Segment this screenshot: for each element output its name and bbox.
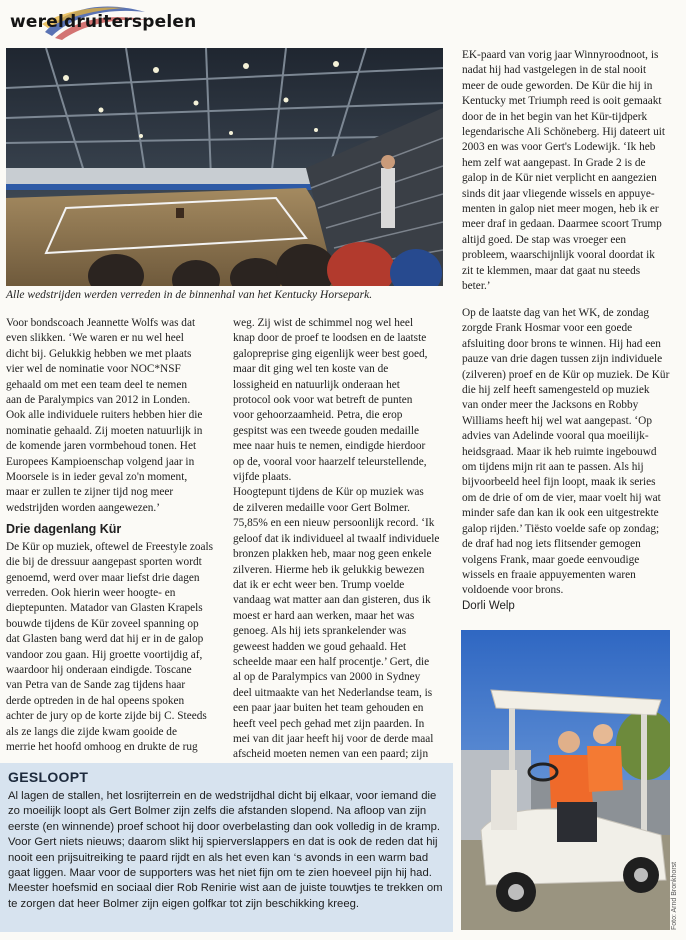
author-signature: Dorli Welp — [462, 600, 515, 612]
photo-credit: Foto: Arnd Bronkhorst — [671, 861, 678, 930]
column-1-paragraph-1: Voor bondscoach Jeannette Wolfs was dat even slikken. ‘We waren er nu wel heel dicht bij. Gelukkig hebben we met plaats vier wel de nominatie voor NOC*NSF gehaald om met een team deel te nemen aan de Paralympics van 2012 in Londen. Ook alle individuele ruiters hebben hier die nominatie gehaald. Zij moeten natuurlijk in de komende jaren vormbehoud tonen. Het Europees Kampioenschap volgend jaar in Moorsele is in ieder geval zo'n moment, maar er zullen te zijner tijd nog meer wedstrijden worden aangewezen.’ — [6, 317, 203, 514]
sidebar-box-text: Al lagen de stallen, het losrijterrein en de wedstrijdhal dicht bij elkaar, voor iemand die zo moeilijk loopt als Gert Bolmer zijn zelfs die afstanden slopend. Na afloop van zijn eerste (en winnende) proef schoot hij door overbelasting dan ook volledig in de kramp. Voor Gert niets nieuws; daarom slikt hij spierverslappers en dat is ook de reden dat hij nooit een prijsuitreiking te paard rijdt en als het even kan ‘s avonds in een warm bad gaat liggen. Maar voor de supporters was het niet fijn om te zien hoeveel pijn hij had. Meester hoefsmid en sociaal dier Rob Renirie wist aan de juiste touwtjes te trekken om te zorgen dat heer Bolmer zijn eigen golfkar tot zijn beschikking kreeg. — [8, 790, 443, 910]
article-column-2 — [233, 316, 448, 763]
sidebar-box-title: GESLOOPT — [8, 769, 89, 785]
column-1-paragraph-2: De Kür op muziek, oftewel de Freestyle zoals die bij de dressuur aangepast sporten wordt genoemd, werd over maar liefst drie dagen verreden. Ook hierin weer hoogte- en dieptepunten. Matador van Glasten Krapels bouwde tijdens de Kür zoveel spanning op dat Glasten bang werd dat hij er in de galop vandoor zou gaan. Hij groette voortijdig af, waardoor hij onderaan eindigde. Toscane van Petra van de Sande zag tijdens haar derde optreden in de hal opeens spoken achter de jury op de korte zijde bij C. Steeds als ze langs die zijde kwam gooide de merrie het hoofd omhoog en drukte de rug — [6, 540, 214, 753]
golf-cart-photo — [461, 630, 670, 930]
photo-caption: Alle wedstrijden werden verreden in de binnenhal van het Kentucky Horsepark. — [6, 289, 373, 301]
column-3-paragraph-2: Op de laatste dag van het WK, de zondag zorgde Frank Hosmar voor een goede afsluiting door brons te winnen. Hij had een pauze van drie dagen tussen zijn individuele (zilveren) proef en de Kür op muziek. De Kür die hij zelf heeft samengesteld op muziek van onder meer the Jacksons en Robby Williams heeft hij wel wat aangepast. ‘Op advies van Adelinde vooral qua moeilijk- heidsgraad. Maar ik heb ruimte ingebouwd om tijdens mijn rit aan te passen. Als hij bijvoorbeeld heel fijn loopt, maak ik series om de drie of om de vier, maar voelt hij wat minder safe dan kan ik ook een uitgestrekte galop rijden.’ Tiësto voelde safe op zondag; de draf had nog iets flitsender gemogen volgens Frank, maar goede eenvoudige wissels en fraaie appuyementen waren voldoende voor brons. — [462, 307, 670, 597]
sidebar-box-gesloopt — [0, 763, 453, 932]
section-header — [0, 0, 452, 44]
section-title: wereldruiterspelen — [10, 12, 197, 32]
column-2-paragraph-1: weg. Zij wist de schimmel nog wel heel knap door de proef te loodsen en de laatste galopreprise ging eigenlijk weer best goed, maar dit ging wel ten koste van de lossigheid en natuurlijk onderaan het protocol ook voor wat betreft de punten voor gehoorzaamheid. Petra, die erop gespitst was een tweede gouden medaille mee naar huis te nemen, eindigde hierdoor op de, vooral voor haarzelf teleurstellende, vijfde plaats. — [233, 317, 428, 484]
arena-photo — [6, 48, 443, 286]
golf-cart-photo-illustration — [461, 630, 670, 930]
subheading-drie-dagenlang-kur: Drie dagenlang Kür — [6, 522, 122, 537]
article-column-3-top — [462, 48, 677, 295]
arena-photo-illustration — [6, 48, 443, 286]
article-column-1 — [6, 316, 224, 755]
article-column-3-middle — [462, 306, 677, 599]
column-3-paragraph-1: EK-paard van vorig jaar Winnyroodnoot, is nadat hij had vastgelegen in de stal nooit meer de oude geworden. De Kür die hij in Kentucky met Triumph reed is ooit gemaakt door de in het begin van het Kür-tijdperk legendarische Ali Schöneberg. Hij dateert uit 2003 en was voor Gert's Lodewijk. ‘Ik heb hem zelf wat aangepast. In Grade 2 is de galop in de Kür niet verplicht en aangezien sinds dit jaar vliegende wissels en appuye- menten in galop niet meer mogen, heb ik er meer draf in gedaan. Daarmee scoort Trump altijd goed. De stap was vroeger een probleem, waarschijnlijk vooral doordat ik zit te klemmen, maar dat gaat nu steeds beter.’ — [462, 49, 666, 293]
column-2-paragraph-2: Hoogtepunt tijdens de Kür op muziek was de zilveren medaille voor Gert Bolmer. 75,85% en een nieuw persoonlijk record. ‘Ik geloof dat ik individueel al twaalf individuele bronzen plakken heb, maar nog geen enkele zilveren. Hierme heb ik gelukkig bewezen dat ik er echt weer ben. Trump voelde vandaag wat matter aan dan gisteren, dus ik moest er hard aan werken, maar het was genoeg. Als hij iets sprankelender was geweest hadden we goud gehaald. Het scheelde maar een half procentje.’ Gert, die al op de Paralympics van 2000 in Sydney deel uitmaakte van het Nederlandse team, is een paar jaar buiten het team gehouden en heeft veel pech gehad met zijn paarden. In mei van dit jaar heeft hij voor de derde maal afscheid moeten nemen van een paard; zijn — [233, 486, 440, 761]
